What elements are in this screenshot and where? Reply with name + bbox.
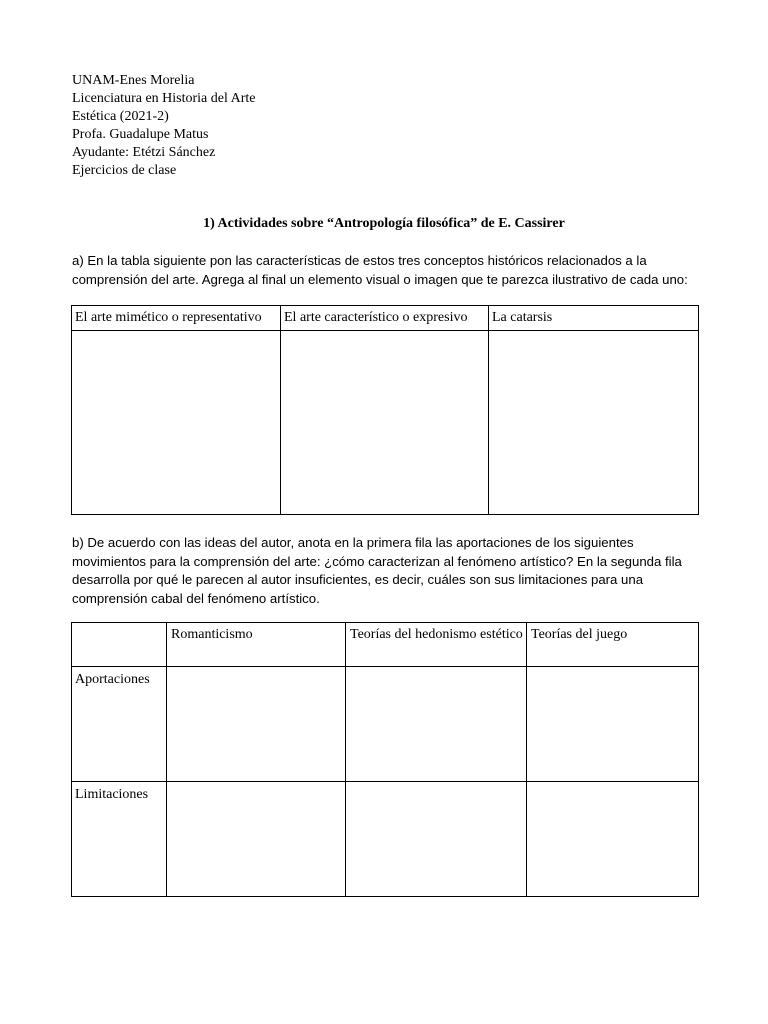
column-header-romanticism: Romanticismo bbox=[167, 623, 346, 667]
row-label-limitations: Limitaciones bbox=[72, 782, 167, 897]
concepts-table-answer-row bbox=[72, 331, 699, 515]
movements-table-header-row bbox=[72, 623, 699, 667]
row-label-contributions: Aportaciones bbox=[72, 667, 167, 782]
movements-table-row-contributions bbox=[72, 667, 699, 782]
concepts-table bbox=[71, 305, 699, 515]
movements-table-row-limitations bbox=[72, 782, 699, 897]
header-program: Licenciatura en Historia del Arte bbox=[72, 91, 256, 106]
limitations-cell-play-theories[interactable] bbox=[527, 782, 699, 897]
part-b-instructions: b) De acuerdo con las ideas del autor, anota en la primera fila las aportaciones de los siguientes movimientos para la comprensión del arte: ¿cómo caracterizan al fenómeno artístico? En la segunda fila desarrolla por qué le parecen al autor insuficientes, es decir, cuáles son sus limitaciones para una comprensión cabal del fenómeno artístico. bbox=[72, 535, 682, 606]
column-header-catharsis: La catarsis bbox=[489, 306, 699, 331]
column-header-hedonism: Teorías del hedonismo estético bbox=[346, 623, 527, 667]
part-a-instructions: a) En la tabla siguiente pon las características de estos tres conceptos históricos relacionados a la comprensión del arte. Agrega al final un elemento visual o imagen que te parezca ilustrativo de cada uno: bbox=[72, 253, 688, 287]
column-header-play-theories: Teorías del juego bbox=[527, 623, 699, 667]
column-header-mimetic-art: El arte mimético o representativo bbox=[72, 306, 281, 331]
contributions-cell-romanticism[interactable] bbox=[167, 667, 346, 782]
limitations-cell-hedonism[interactable] bbox=[346, 782, 527, 897]
document-header bbox=[72, 72, 255, 180]
limitations-cell-romanticism[interactable] bbox=[167, 782, 346, 897]
corner-cell bbox=[72, 623, 167, 667]
header-course: Estética (2021-2) bbox=[72, 109, 169, 124]
concepts-table-header-row bbox=[72, 306, 699, 331]
header-professor: Profa. Guadalupe Matus bbox=[72, 127, 209, 142]
movements-table bbox=[71, 622, 699, 897]
section-title: 1) Actividades sobre “Antropología filosófica” de E. Cassirer bbox=[203, 216, 565, 231]
header-subtitle: Ejercicios de clase bbox=[72, 163, 177, 178]
answer-cell-catharsis[interactable] bbox=[489, 331, 699, 515]
answer-cell-mimetic-art[interactable] bbox=[72, 331, 281, 515]
header-institution: UNAM-Enes Morelia bbox=[72, 73, 195, 88]
answer-cell-expressive-art[interactable] bbox=[281, 331, 489, 515]
column-header-expressive-art: El arte característico o expresivo bbox=[281, 306, 489, 331]
contributions-cell-play-theories[interactable] bbox=[527, 667, 699, 782]
contributions-cell-hedonism[interactable] bbox=[346, 667, 527, 782]
header-assistant: Ayudante: Etétzi Sánchez bbox=[72, 145, 216, 160]
